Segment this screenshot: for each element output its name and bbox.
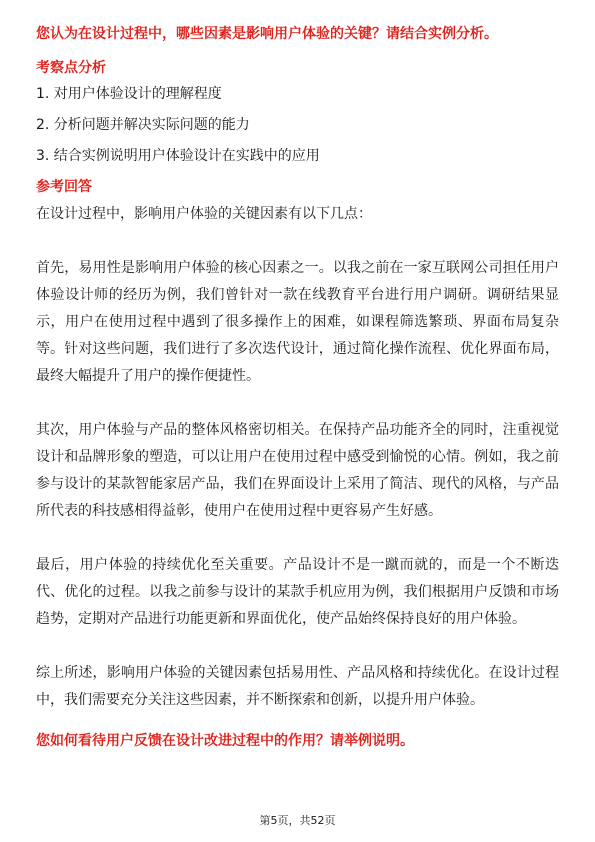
analysis-title: 考察点分析 — [36, 60, 106, 76]
question-heading: 您认为在设计过程中，哪些因素是影响用户体验的关键？请结合实例分析。 — [36, 26, 498, 42]
answer-paragraph-style: 其次，用户体验与产品的整体风格密切相关。在保持产品功能齐全的同时，注重视觉设计和品牌形象的塑造，可以让用户在使用过程中感受到愉悦的心情。例如，我之前参与设计的某款智能家居产品，我们在界面设计上采用了简洁、现代的风格，与产品所代表的科技感相得益彰，使用户在使用过程中更容易产生好感。 — [36, 422, 559, 519]
answer-paragraph-optimization: 最后，用户体验的持续优化至关重要。产品设计不是一蹴而就的，而是一个不断迭代、优化的过程。以我之前参与设计的某款手机应用为例，我们根据用户反馈和市场趋势，定期对产品进行功能更新和界面优化，使产品始终保持良好的用户体验。 — [36, 557, 559, 627]
answer-paragraph-usability: 首先，易用性是影响用户体验的核心因素之一。以我之前在一家互联网公司担任用户体验设计师的经历为例，我们曾针对一款在线教育平台进行用户调研。调研结果显示，用户在使用过程中遇到了很多操作上的困难，如课程筛选繁琐、界面布局复杂等。针对这些问题，我们进行了多次迭代设计，通过简化操作流程、优化界面布局，最终大幅提升了用户的操作便捷性。 — [36, 260, 559, 384]
next-question-heading: 您如何看待用户反馈在设计改进过程中的作用？请举例说明。 — [36, 733, 414, 749]
page-content — [36, 24, 559, 751]
analysis-item: 2. 分析问题并解决实际问题的能力 — [36, 117, 250, 133]
analysis-list — [36, 84, 559, 166]
answer-paragraph-summary: 综上所述，影响用户体验的关键因素包括易用性、产品风格和持续优化。在设计过程中，我们需要充分关注这些因素，并不断探索和创新，以提升用户体验。 — [36, 665, 559, 708]
analysis-item: 3. 结合实例说明用户体验设计在实践中的应用 — [36, 148, 320, 164]
analysis-item: 1. 对用户体验设计的理解程度 — [36, 86, 222, 102]
answer-title: 参考回答 — [36, 179, 92, 195]
answer-intro: 在设计过程中，影响用户体验的关键因素有以下几点： — [36, 206, 372, 222]
page-footer: 第5页，共52页 — [259, 814, 336, 827]
